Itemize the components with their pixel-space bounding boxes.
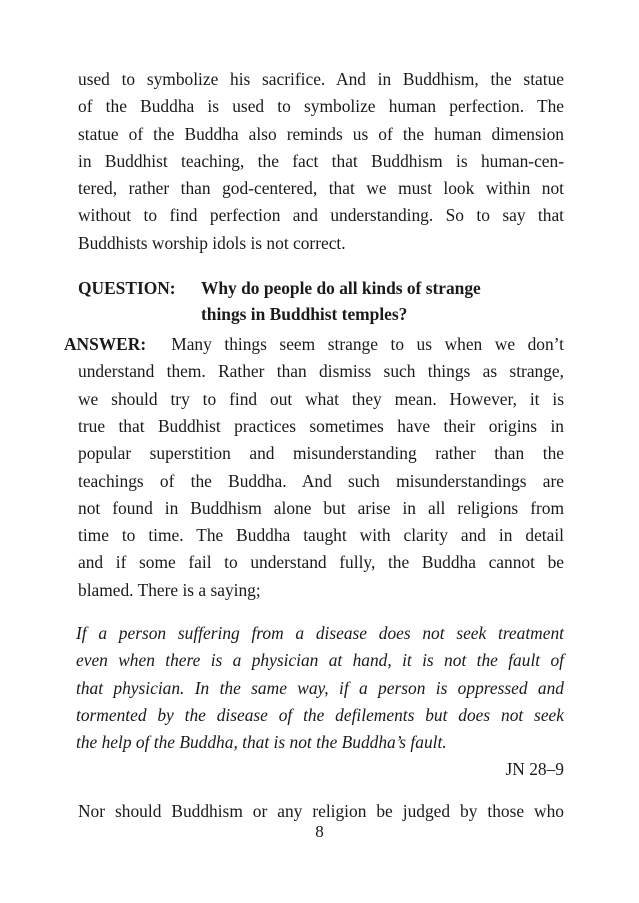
question-text-line: Why do people do all kinds of strange — [201, 278, 481, 299]
page-content — [64, 66, 565, 825]
text-line: used to symbolize his sacrifice. And in Buddhism, the statue — [78, 69, 564, 89]
text-line: we should try to find out what they mean. However, it is — [78, 388, 564, 409]
text-line: tered, rather than god-centered, that we must look within not — [78, 178, 564, 199]
text-line: popular superstition and misunderstanding rather than the — [78, 443, 564, 464]
question-text-line: things in Buddhist temples? — [201, 304, 408, 325]
text-line: blamed. There is a saying; — [78, 579, 261, 600]
text-line: not found in Buddhism alone but arise in all religions from — [78, 497, 564, 518]
text-line: statue of the Buddha also reminds us of the human dimension — [78, 123, 564, 144]
quote-line: that physician. In the same way, if a person is oppressed and — [76, 677, 564, 698]
answer-text: Many things seem strange to us when we don’t — [171, 334, 565, 355]
text-line: teachings of the Buddha. And such misunderstandings are — [78, 470, 564, 491]
quote-line: even when there is a physician at hand, it is not the fault of — [76, 650, 564, 671]
text-line: time to time. The Buddha taught with clarity and in detail — [78, 525, 564, 546]
answer-first-line — [64, 331, 565, 358]
quote-reference: JN 28–9 — [505, 758, 564, 779]
question-block — [78, 275, 564, 327]
text-line: Nor should Buddhism or any religion be judged by those who — [78, 800, 564, 821]
text-line: Buddhists worship idols is not correct. — [78, 232, 346, 253]
text-line: in Buddhist teaching, the fact that Buddhism is human-cen- — [78, 150, 564, 171]
text-line: without to find perfection and understanding. So to say that — [78, 205, 564, 226]
quote-line: tormented by the disease of the defilements but does not seek — [76, 704, 564, 725]
quote-line: the help of the Buddha, that is not the Buddha’s fault. — [76, 732, 447, 753]
answer-label: ANSWER: — [64, 334, 147, 355]
question-label: QUESTION: — [78, 278, 176, 299]
paragraph-intro — [78, 66, 564, 257]
text-line: true that Buddhist practices sometimes have their origins in — [78, 415, 564, 436]
text-line: of the Buddha is used to symbolize human perfection. The — [78, 96, 564, 117]
text-line: and if some fail to understand fully, the Buddha cannot be — [78, 552, 564, 573]
answer-block — [64, 331, 565, 604]
page-number: 8 — [315, 822, 324, 841]
quotation-block — [76, 620, 564, 756]
quote-line: If a person suffering from a disease does not seek treatment — [76, 623, 564, 644]
text-line: understand them. Rather than dismiss such things as strange, — [78, 361, 564, 382]
